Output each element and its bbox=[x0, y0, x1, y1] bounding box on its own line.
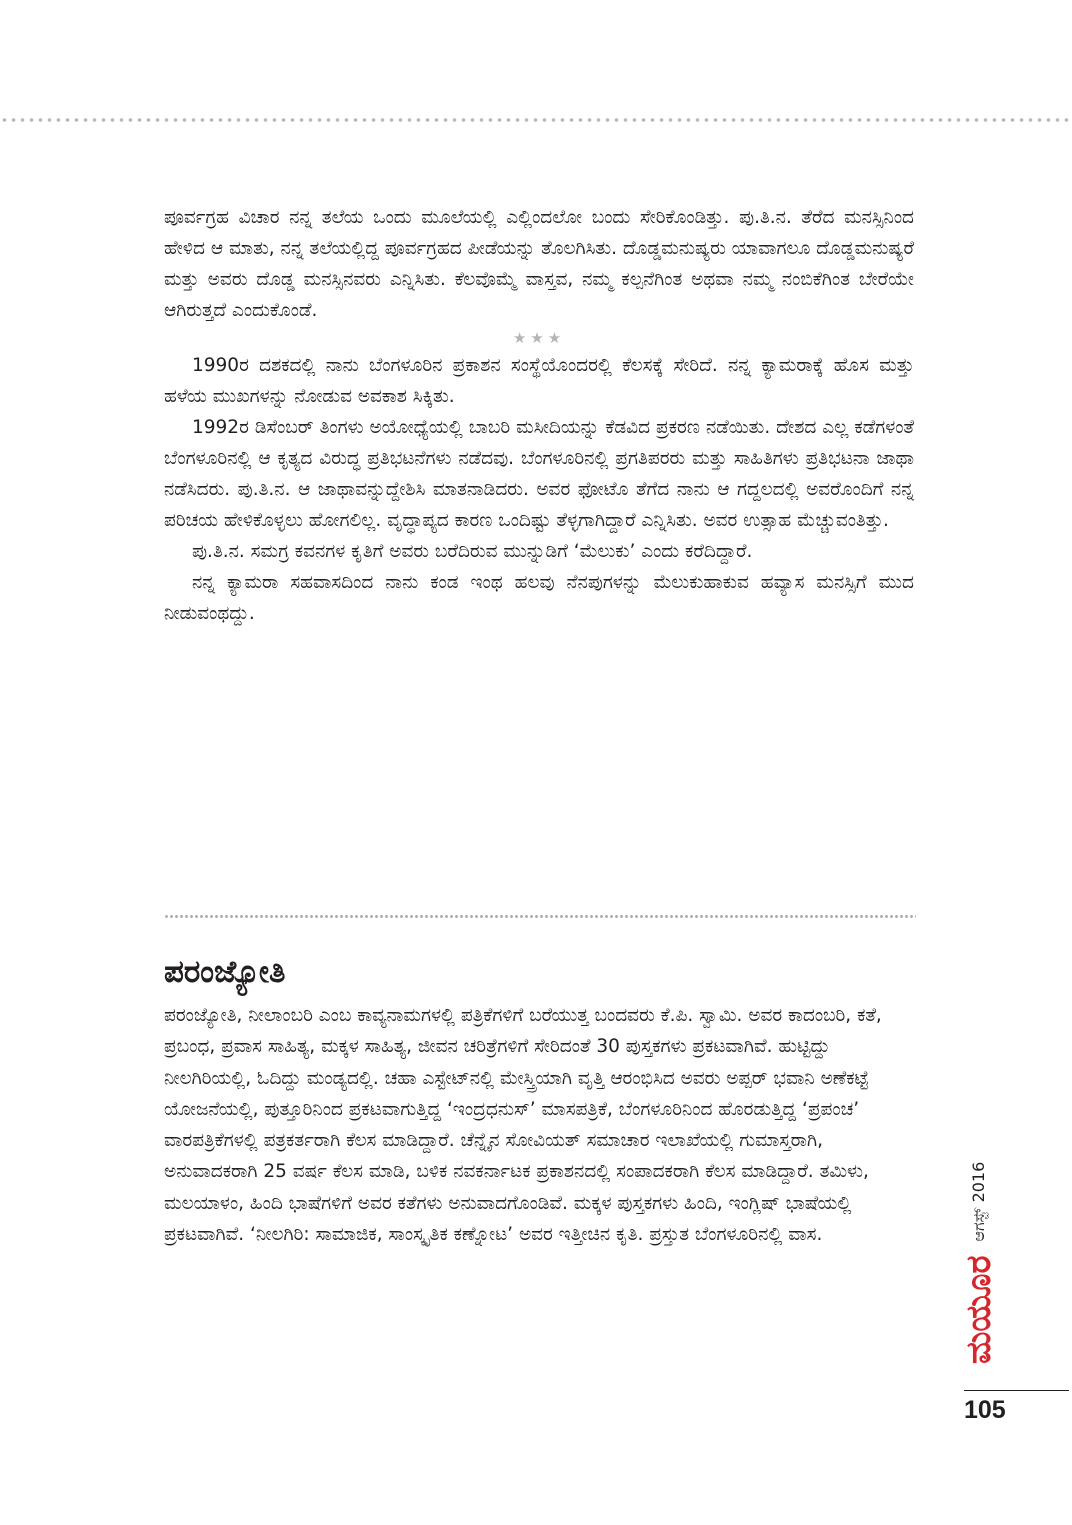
top-dotted-rule bbox=[0, 117, 1072, 123]
author-bio-text: ಪರಂಜ್ಯೋತಿ, ನೀಲಾಂಬರಿ ಎಂಬ ಕಾವ್ಯನಾಮಗಳಲ್ಲಿ ಪತ್ರಿಕೆಗಳಿಗೆ ಬರೆಯುತ್ತ ಬಂದವರು ಕೆ.ಪಿ. ಸ್ವಾಮಿ. ಅವರ ಕಾದಂಬರಿ, ಕತೆ, ಪ್ರಬಂಧ, ಪ್ರವಾಸ ಸಾಹಿತ್ಯ, ಮಕ್ಕಳ ಸಾಹಿತ್ಯ, ಜೀವನ ಚರಿತ್ರೆಗಳಿಗೆ ಸೇರಿದಂತೆ 30 ಪುಸ್ತಕಗಳು ಪ್ರಕಟವಾಗಿವೆ. ಹುಟ್ಟಿದ್ದು ನೀಲಗಿರಿಯಲ್ಲಿ, ಓದಿದ್ದು ಮಂಡ್ಯದಲ್ಲಿ. ಚಹಾ ಎಸ್ಟೇಟ್‌ನಲ್ಲಿ ಮೇಸ್ತ್ರಿಯಾಗಿ ವೃತ್ತಿ ಆರಂಭಿಸಿದ ಅವರು ಅಪ್ಪರ್ ಭವಾನಿ ಅಣೆಕಟ್ಟೆ ಯೋಜನೆಯಲ್ಲಿ, ಪುತ್ತೂರಿನಿಂದ ಪ್ರಕಟವಾಗುತ್ತಿದ್ದ ‘ಇಂದ್ರಧನುಸ್’ ಮಾಸಪತ್ರಿಕೆ, ಬೆಂಗಳೂರಿನಿಂದ ಹೊರಡುತ್ತಿದ್ದ ‘ಪ್ರಪಂಚ’ ವಾರಪತ್ರಿಕೆಗಳಲ್ಲಿ ಪತ್ರಕರ್ತರಾಗಿ ಕೆಲಸ ಮಾಡಿದ್ದಾರೆ. ಚೆನ್ನೈನ ಸೋವಿಯತ್ ಸಮಾಚಾರ ಇಲಾಖೆಯಲ್ಲಿ ಗುಮಾಸ್ತರಾಗಿ, ಅನುವಾದಕರಾಗಿ 25 ವರ್ಷ ಕೆಲಸ ಮಾಡಿ, ಬಳಿಕ ನವಕರ್ನಾಟಕ ಪ್ರಕಾಶನದಲ್ಲಿ ಸಂಪಾದಕರಾಗಿ ಕೆಲಸ ಮಾಡಿದ್ದಾರೆ. ತಮಿಳು, ಮಲಯಾಳಂ, ಹಿಂದಿ ಭಾಷೆಗಳಿಗೆ ಅವರ ಕತೆಗಳು ಅನುವಾದಗೊಂಡಿವೆ. ಮಕ್ಕಳ ಪುಸ್ತಕಗಳು ಹಿಂದಿ, ಇಂಗ್ಲಿಷ್ ಭಾಷೆಯಲ್ಲಿ ಪ್ರಕಟವಾಗಿವೆ. ‘ನೀಲಗಿರಿ: ಸಾಮಾಜಿಕ, ಸಾಂಸ್ಕೃತಿಕ ಕಣ್ನೋಟ’ ಅವರ ಇತ್ತೀಚಿನ ಕೃತಿ. ಪ್ರಸ್ತುತ ಬೆಂಗಳೂರಿನಲ್ಲಿ ವಾಸ. bbox=[164, 1005, 882, 1246]
article-paragraph: 1990ರ ದಶಕದಲ್ಲಿ ನಾನು ಬೆಂಗಳೂರಿನ ಪ್ರಕಾಶನ ಸಂಸ್ಥೆಯೊಂದರಲ್ಲಿ ಕೆಲಸಕ್ಕೆ ಸೇರಿದೆ. ನನ್ನ ಕ್ಯಾಮರಾಕ್ಕೆ ಹೊಸ ಮತ್ತು ಹಳೆಯ ಮುಖಗಳನ್ನು ನೋಡುವ ಅವಕಾಶ ಸಿಕ್ಕಿತು. bbox=[164, 355, 914, 407]
author-bio bbox=[164, 1000, 906, 1250]
magazine-name: ಮಯೂರ bbox=[959, 1255, 999, 1364]
article-paragraph: ಪೂರ್ವಗ್ರಹ ವಿಚಾರ ನನ್ನ ತಲೆಯ ಒಂದು ಮೂಲೆಯಲ್ಲಿ ಎಲ್ಲಿಂದಲೋ ಬಂದು ಸೇರಿಕೊಂಡಿತ್ತು. ಪು.ತಿ.ನ. ತೆರೆದ ಮನಸ್ಸಿನಿಂದ ಹೇಳಿದ ಆ ಮಾತು, ನನ್ನ ತಲೆಯಲ್ಲಿದ್ದ ಪೂರ್ವಗ್ರಹದ ಪೀಡೆಯನ್ನು ತೊಲಗಿಸಿತು. ದೊಡ್ಡಮನುಷ್ಯರು ಯಾವಾಗಲೂ ದೊಡ್ಡಮನುಷ್ಯರೆ ಮತ್ತು ಅವರು ದೊಡ್ಡ ಮನಸ್ಸಿನವರು ಎನ್ನಿಸಿತು. ಕೆಲವೊಮ್ಮೆ ವಾಸ್ತವ, ನಮ್ಮ ಕಲ್ಪನೆಗಿಂತ ಅಥವಾ ನಮ್ಮ ನಂಬಿಕೆಗಿಂತ ಬೇರೆಯೇ ಆಗಿರುತ್ತದೆ ಎಂದುಕೊಂಡೆ. bbox=[164, 207, 914, 321]
magazine-masthead-vertical bbox=[957, 1044, 1001, 1364]
issue-date: ಆಗಸ್ಟ್ 2016 bbox=[969, 1161, 988, 1242]
article-paragraph: 1992ರ ಡಿಸೆಂಬರ್ ತಿಂಗಳು ಅಯೋಧ್ಯೆಯಲ್ಲಿ ಬಾಬರಿ ಮಸೀದಿಯನ್ನು ಕೆಡವಿದ ಪ್ರಕರಣ ನಡೆಯಿತು. ದೇಶದ ಎಲ್ಲ ಕಡೆಗಳಂತೆ ಬೆಂಗಳೂರಿನಲ್ಲಿ ಆ ಕೃತ್ಯದ ವಿರುದ್ಧ ಪ್ರತಿಭಟನೆಗಳು ನಡೆದವು. ಬೆಂಗಳೂರಿನಲ್ಲಿ ಪ್ರಗತಿಪರರು ಮತ್ತು ಸಾಹಿತಿಗಳು ಪ್ರತಿಭಟನಾ ಜಾಥಾ ನಡೆಸಿದರು. ಪು.ತಿ.ನ. ಆ ಜಾಥಾವನ್ನುದ್ದೇಶಿಸಿ ಮಾತನಾಡಿದರು. ಅವರ ಫೋಟೊ ತೆಗೆದ ನಾನು ಆ ಗದ್ದಲದಲ್ಲಿ ಅವರೊಂದಿಗೆ ನನ್ನ ಪರಿಚಯ ಹೇಳಿಕೊಳ್ಳಲು ಹೋಗಲಿಲ್ಲ. ವೃದ್ಧಾಪ್ಯದ ಕಾರಣ ಒಂದಿಷ್ಟು ತೆಳ್ಳಗಾಗಿದ್ದಾರೆ ಎನ್ನಿಸಿತು. ಅವರ ಉತ್ಸಾಹ ಮೆಚ್ಚುವಂತಿತ್ತು. bbox=[164, 417, 914, 531]
page-number-rule bbox=[964, 1390, 1069, 1391]
page-number: 105 bbox=[964, 1396, 1006, 1424]
section-break-stars: ★★★ bbox=[512, 329, 566, 347]
article-paragraph: ಪು.ತಿ.ನ. ಸಮಗ್ರ ಕವನಗಳ ಕೃತಿಗೆ ಅವರು ಬರೆದಿರುವ ಮುನ್ನುಡಿಗೆ ‘ಮೆಲುಕು’ ಎಂದು ಕರೆದಿದ್ದಾರೆ. bbox=[192, 541, 753, 562]
author-bio-title: ಪರಂಜ್ಯೋತಿ bbox=[164, 954, 286, 990]
article-body bbox=[164, 202, 914, 629]
article-paragraph: ನನ್ನ ಕ್ಯಾಮರಾ ಸಹವಾಸದಿಂದ ನಾನು ಕಂಡ ಇಂಥ ಹಲವು ನೆನಪುಗಳನ್ನು ಮೆಲುಕುಹಾಕುವ ಹವ್ಯಾಸ ಮನಸ್ಸಿಗೆ ಮುದ ನೀಡುವಂಥದ್ದು. bbox=[164, 572, 914, 624]
section-dotted-separator bbox=[164, 914, 916, 919]
